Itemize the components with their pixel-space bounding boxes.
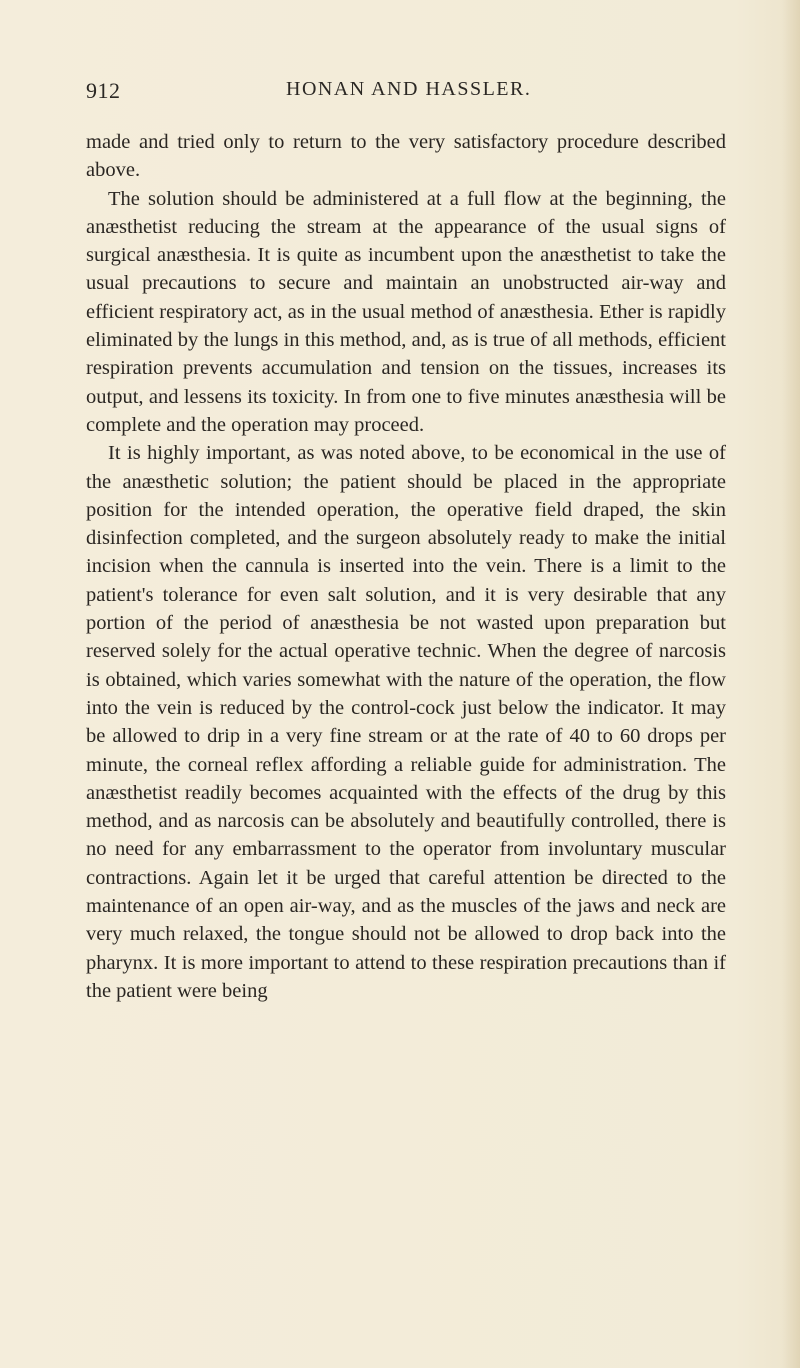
paragraph-economy: It is highly important, as was noted above, to be economical in the use of the anæsthetic solution; the patient should be placed in the appropriate position for the intended operation, the operative field draped, the skin disinfection completed, and the surgeon absolutely ready to make the initial incision when the cannula is inserted into the vein. There is a limit to the patient's tolerance for even salt solution, and it is very desirable that any portion of the period of anæsthesia be not wasted upon preparation but reserved solely for the actual operative technic. When the degree of narcosis is obtained, which varies somewhat with the nature of the operation, the flow into the vein is reduced by the control-cock just below the indicator. It may be allowed to drip in a very fine stream or at the rate of 40 to 60 drops per minute, the corneal reflex affording a reliable guide for administration. The anæsthetist readily becomes acquainted with the effects of the drug by this method, and as narcosis can be absolutely and beautifully controlled, there is no need for any embarrassment to the operator from involuntary muscular contractions. Again let it be urged that careful attention be directed to the maintenance of an open air-way, and as the muscles of the jaws and neck are very much relaxed, the tongue should not be allowed to drop back into the pharynx. It is more important to attend to these respiration precautions than if the patient were being bbox=[86, 442, 726, 1002]
page-header bbox=[86, 78, 726, 108]
paragraph-administration: The solution should be administered at a full flow at the beginning, the anæsthetist reducing the stream at the appearance of the usual signs of surgical anæsthesia. It is quite as incumbent upon the anæsthetist to take the usual precautions to secure and maintain an unobstructed air-way and efficient respiratory act, as in the usual method of anæsthesia. Ether is rapidly eliminated by the lungs in this method, and, as is true of all methods, efficient respiration prevents accumulation and tension on the tissues, increases its output, and lessens its toxicity. In from one to five minutes anæsthesia will be complete and the operation may proceed. bbox=[86, 187, 726, 436]
paragraph-continuation: made and tried only to return to the very satisfactory procedure described above. bbox=[86, 131, 726, 182]
body-text bbox=[86, 128, 726, 1005]
page-number: 912 bbox=[86, 78, 121, 103]
running-head: HONAN AND HASSLER. bbox=[286, 78, 532, 100]
page-edge-shadow bbox=[782, 0, 800, 1368]
